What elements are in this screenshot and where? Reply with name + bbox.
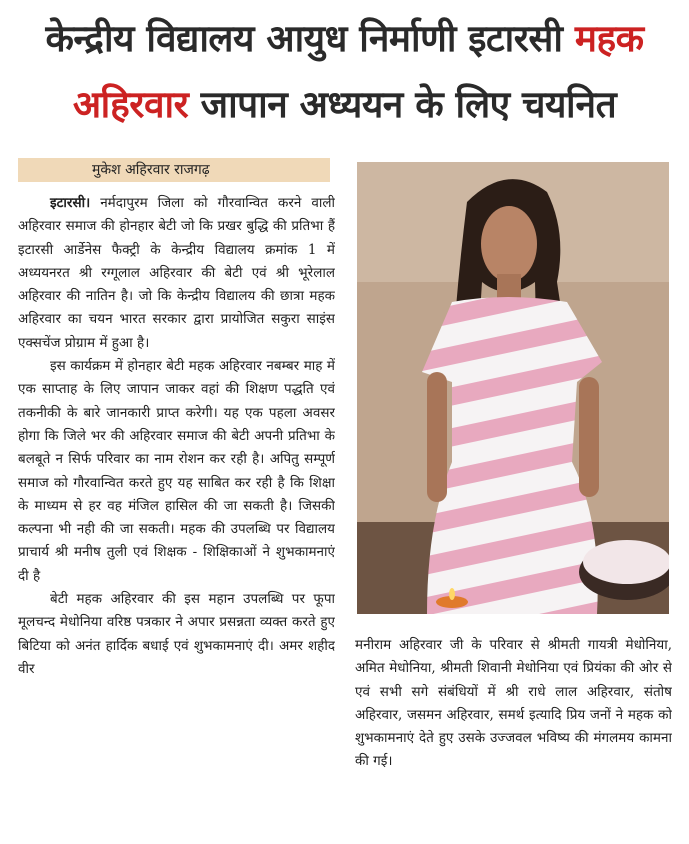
- headline-line-2: [0, 72, 689, 138]
- article-paragraph-2: इस कार्यक्रम में होनहार बेटी महक अहिरवार नबम्बर माह में एक साप्ताह के लिए जापान जाकर वहां की शिक्षण पद्धति एवं तकनीकी के बारे जानकारी प्राप्त करेगी। यह एक पहला अवसर होगा कि जिले भर की अहिरवार समाज की बेटी अपनी प्रतिभा के बलबूते न सिर्फ परिवार का नाम रोशन कर रही है। अपितु सम्पूर्ण समाज को गौरवान्वित करते हुए यह साबित कर रही है कि शिक्षा के माध्यम से हर वह मंजिल हासिल की जा सकती है। जिसकी कल्पना भी नही की जा सकती। महक की उपलब्धि पर विद्यालय प्राचार्य श्री मनीष तुली एवं शिक्षक - शिक्षिकाओं ने शुभकामनाएं दी है: [18, 358, 335, 584]
- headline-line-1-main: केन्द्रीय विद्यालय आयुध निर्माणी इटारसी: [45, 17, 563, 60]
- headline: [0, 6, 689, 138]
- article-paragraph-3: बेटी महक अहिरवार की इस महान उपलब्धि पर फूपा मूलचन्द मेधोनिया वरिष्ठ पत्रकार ने अपार प्रसन्नता व्यक्त करते हुए बिटिया को अनंत हार्दिक बधाई एवं शुभकामनाएं दी। अमर शहीद वीर: [18, 591, 335, 677]
- dateline: इटारसी।: [50, 195, 91, 211]
- headline-line-2-main: जापान अध्ययन के लिए चयनित: [200, 83, 617, 126]
- article-paragraph-1: [18, 192, 335, 355]
- article-paragraph-4: मनीराम अहिरवार जी के परिवार से श्रीमती गायत्री मेधोनिया, अमित मेधोनिया, श्रीमती शिवानी मेधोनिया एवं प्रियंका की ओर से एवं सभी सगे संबंधियों में श्री राधे लाल अहिरवार, संतोष अहिरवार, जसमन अहिरवार, समर्थ इत्यादि प्रिय जनों ने महक को शुभकामनाएं देते हुए उसके उज्जवल भविष्य की मंगलमय कामना की गई।: [355, 637, 672, 770]
- headline-line-1-accent: महक: [574, 17, 644, 60]
- article-column-left: [18, 192, 335, 832]
- headline-line-1: [0, 6, 689, 72]
- student-photo: [357, 162, 669, 614]
- student-photo-illustration: [357, 162, 669, 614]
- headline-line-2-accent: अहिरवार: [72, 83, 189, 126]
- article-paragraph-1-text: नर्मदापुरम जिला को गौरवान्वित करने वाली अहिरवार समाज की होनहार बेटी जो कि प्रखर बुद्धि की प्रतिभा हैं इटारसी आर्डेनेस फैक्ट्री के केन्द्रीय विद्यालय क्रमांक 1 में अध्ययनरत श्री रग्गूलाल अहिरवार की बेटी एवं श्री भूरेलाल अहिरवार की नातिन है। जो कि केन्द्रीय विद्यालय की छात्रा महक अहिरवार का चयन भारत सरकार द्वारा प्रायोजित सकुरा साइंस एक्सचेंज प्रोग्राम में हुआ है।: [18, 195, 335, 351]
- byline: मुकेश अहिरवार राजगढ़: [18, 158, 330, 182]
- article-column-right: [355, 634, 672, 834]
